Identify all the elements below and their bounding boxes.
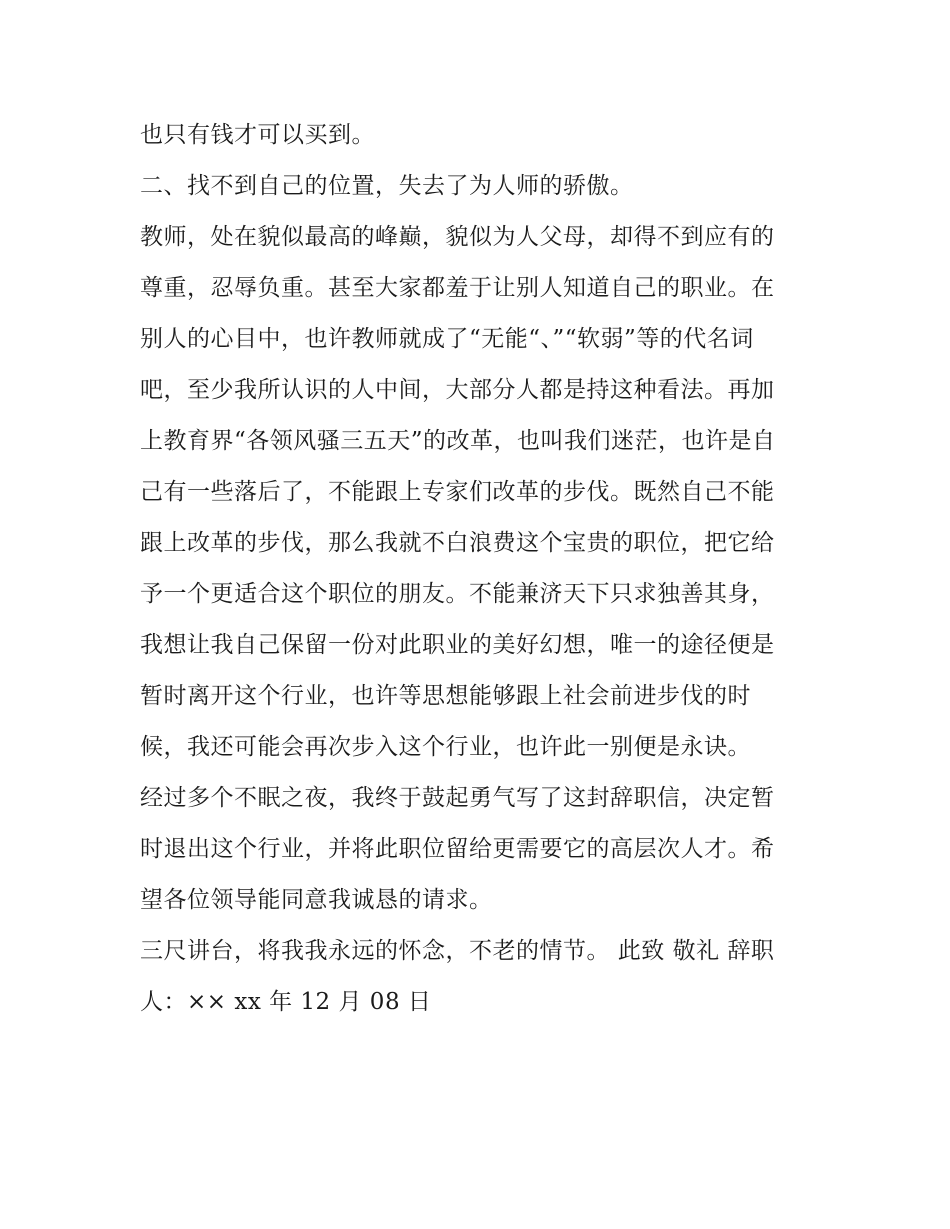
- text-line: 也只有钱才可以买到。: [140, 122, 375, 148]
- text-line: 时退出这个行业，并将此职位留给更需要它的高层次人才。希: [140, 836, 775, 862]
- signature-date-line: 人：×× xx 年 12 月 08 日: [140, 989, 432, 1015]
- text-line: 候，我还可能会再次步入这个行业，也许此一别便是永诀。: [140, 734, 751, 760]
- text-line: 吧，至少我所认识的人中间，大部分人都是持这种看法。再加: [140, 377, 775, 403]
- text-line: 跟上改革的步伐，那么我就不白浪费这个宝贵的职位，把它给: [140, 530, 775, 556]
- text-line: 经过多个不眠之夜，我终于鼓起勇气写了这封辞职信，决定暂: [140, 785, 775, 811]
- text-line: 己有一些落后了，不能跟上专家们改革的步伐。既然自己不能: [140, 479, 775, 505]
- text-line: 我想让我自己保留一份对此职业的美好幻想，唯一的途径便是: [140, 632, 775, 658]
- section-heading: 二、找不到自己的位置，失去了为人师的骄傲。: [140, 173, 634, 199]
- text-line: 教师，处在貌似最高的峰巅，貌似为人父母，却得不到应有的: [140, 224, 775, 250]
- letter-body: [140, 110, 812, 1028]
- text-line: 上教育界“各领风骚三五天”的改革，也叫我们迷茫，也许是自: [140, 428, 776, 454]
- text-line: 予一个更适合这个职位的朋友。不能兼济天下只求独善其身，: [140, 581, 775, 607]
- text-line: 望各位领导能同意我诚恳的请求。: [140, 887, 493, 913]
- text-line: 别人的心目中，也许教师就成了“无能“、”“软弱”等的代名词: [140, 326, 754, 352]
- text-line: 暂时离开这个行业，也许等思想能够跟上社会前进步伐的时: [140, 683, 751, 709]
- closing-line: 三尺讲台，将我我永远的怀念，不老的情节。 此致 敬礼 辞职: [140, 938, 775, 964]
- text-line: 尊重，忍辱负重。甚至大家都羞于让别人知道自己的职业。在: [140, 275, 775, 301]
